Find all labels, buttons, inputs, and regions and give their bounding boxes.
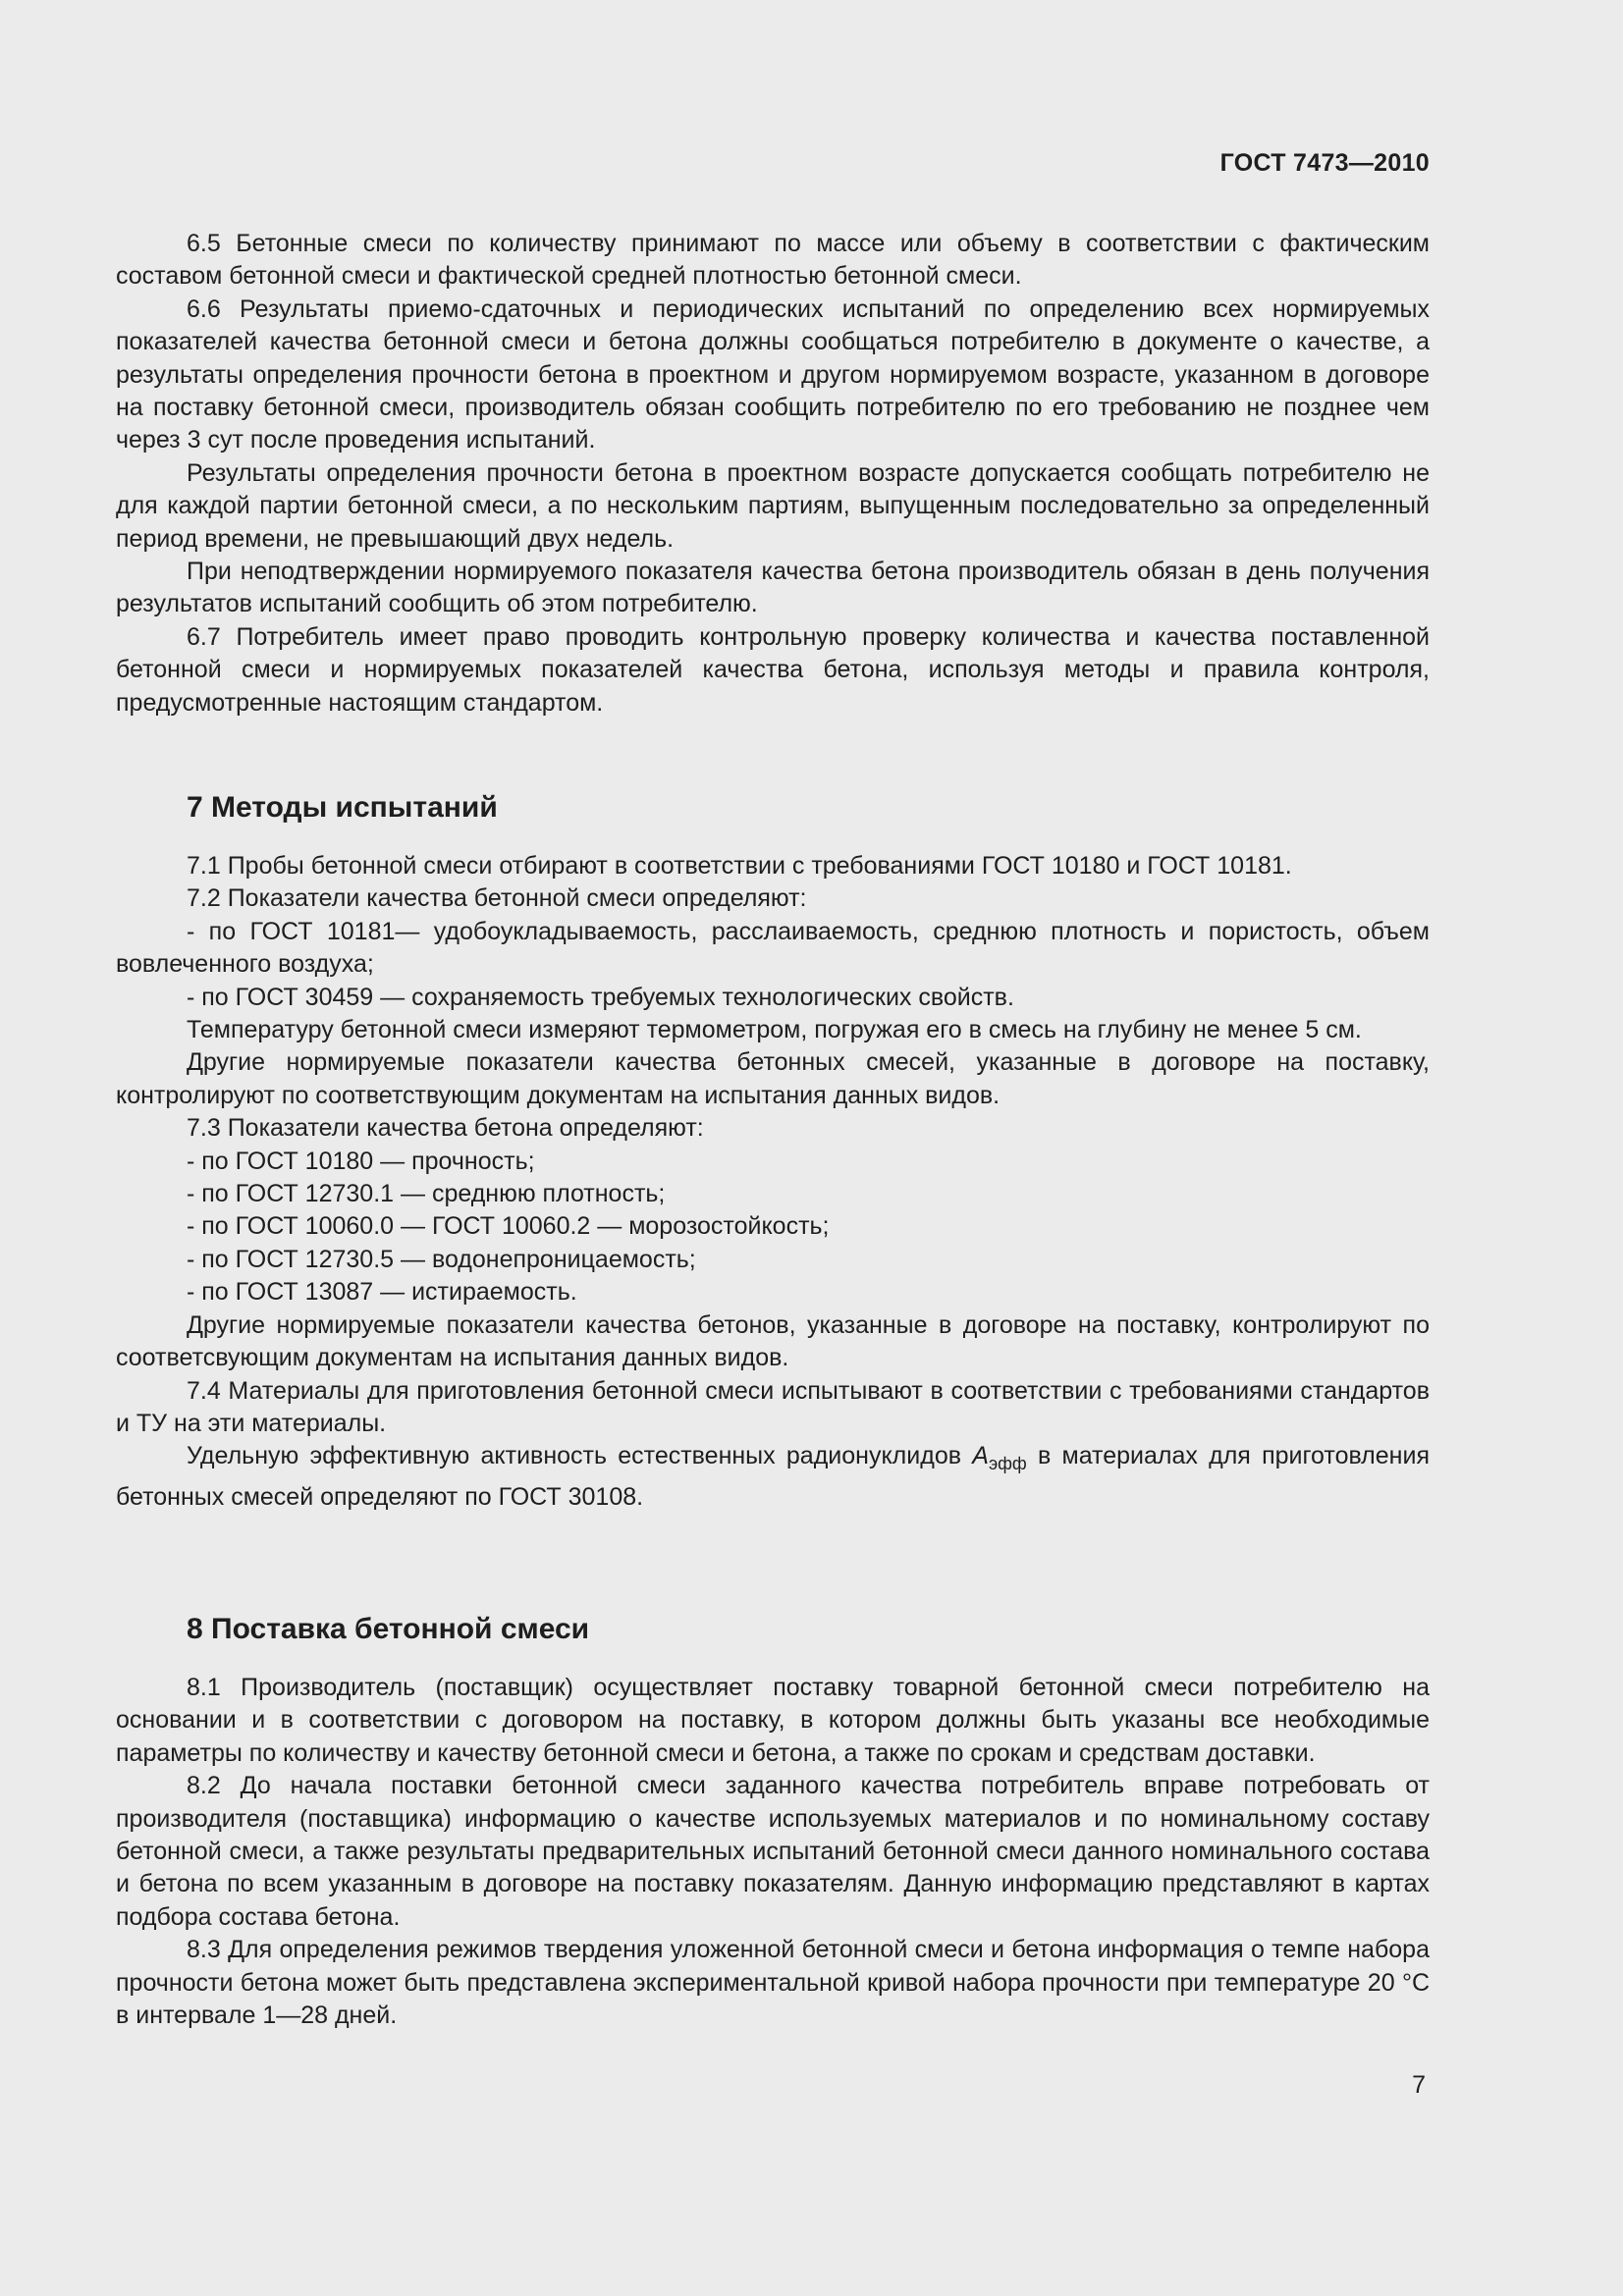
paragraph-7-1: 7.1 Пробы бетонной смеси отбирают в соответствии с требованиями ГОСТ 10180 и ГОСТ 10181. (187, 852, 1292, 880)
list-item: - по ГОСТ 10060.0 — ГОСТ 10060.2 — морозостойкость; (187, 1212, 830, 1241)
page-number: 7 (1412, 2071, 1426, 2099)
paragraph-8-1: 8.1 Производитель (поставщик) осуществляет поставку товарной бетонной смеси потребителю на основании и в соответствии с договором на поставку, в котором должны быть указаны все необходимые параметры по количеству и качеству бетонной смеси и бетона, а также по срокам и средствам доставки. (116, 1674, 1430, 1767)
document-page (116, 0, 1430, 2296)
paragraph-7-2-temperature: Температуру бетонной смеси измеряют термометром, погружая его в смесь на глубину не менее 5 см. (187, 1016, 1362, 1044)
activity-subscript: эфф (988, 1454, 1027, 1474)
paragraph-6-7: 6.7 Потребитель имеет право проводить контрольную проверку количества и качества поставленной бетонной смеси и нормируемых показателей качества бетона, используя методы и правила контроля, предусмотренные настоящим стандартом. (116, 622, 1430, 717)
list-item: - по ГОСТ 12730.5 — водонепроницаемость; (187, 1245, 696, 1273)
text-run: в материалах для приготовления бетонных смесей определяют по ГОСТ 30108. (116, 1442, 1430, 1511)
list-item: - по ГОСТ 13087 — истираемость. (187, 1278, 577, 1307)
section-7-heading: 7 Методы испытаний (187, 791, 498, 824)
paragraph-7-2-other: Другие нормируемые показатели качества бетонных смесей, указанные в договоре на поставку, контролируют по соответствующим документам на испытания данных видов. (116, 1048, 1430, 1109)
paragraph-7-4-radionuclides (116, 1440, 1430, 1514)
list-item: - по ГОСТ 30459 — сохраняемость требуемых технологических свойств. (187, 983, 1014, 1011)
paragraph-6-6-results: Результаты определения прочности бетона в проектном возрасте допускается сообщать потребителю не для каждой партии бетонной смеси, а по нескольким партиям, выпущенным последовательно за определенный период времени, не превышающий двух недель. (116, 458, 1430, 553)
paragraph-8-2: 8.2 До начала поставки бетонной смеси заданного качества потребитель вправе потребовать от производителя (поставщика) информацию о качестве используемых материалов и по номинальному составу бетонной смеси, а также результаты предварительных испытаний бетонной смеси данного номинального состава и бетона по всем указанным в договоре на поставку показателям. Данную информацию представляют в картах подбора состава бетона. (116, 1772, 1430, 1931)
section-8-heading: 8 Поставка бетонной смеси (187, 1613, 590, 1645)
paragraph-7-3-other: Другие нормируемые показатели качества бетонов, указанные в договоре на поставку, контролируют по соответсвующим документам на испытания данных видов. (116, 1310, 1430, 1372)
list-item: - по ГОСТ 10180 — прочность; (187, 1147, 535, 1175)
paragraph-6-6: 6.6 Результаты приемо-сдаточных и периодических испытаний по определению всех нормируемых показателей качества бетонной смеси и бетона должны сообщаться потребителю в документе о качестве, а результаты определения прочности бетона в проектном и другом нормируемом возрасте, указанном в договоре на поставку бетонной смеси, производитель обязан сообщить потребителю по его требованию не позднее чем через 3 сут после проведения испытаний. (116, 294, 1430, 454)
text-run: Удельную эффективную активность естественных радионуклидов (187, 1442, 973, 1470)
paragraph-8-3: 8.3 Для определения режимов твердения уложенной бетонной смеси и бетона информация о темпе набора прочности бетона может быть представлена экспериментальной кривой набора прочности при температуре 20 °С в интервале 1—28 дней. (116, 1936, 1430, 2030)
list-item: - по ГОСТ 10181— удобоукладываемость, расслаиваемость, среднюю плотность и пористость, объем вовлеченного воздуха; (116, 917, 1430, 979)
paragraph-7-3: 7.3 Показатели качества бетона определяют: (187, 1114, 704, 1143)
section-7-body (116, 850, 1430, 1514)
list-item: - по ГОСТ 12730.1 — среднюю плотность; (187, 1180, 666, 1208)
paragraph-6-5: 6.5 Бетонные смеси по количеству принимают по массе или объему в соответствии с фактическим составом бетонной смеси и фактической средней плотностью бетонной смеси. (116, 230, 1430, 291)
section-8-body (116, 1672, 1430, 2032)
section-6-continuation (116, 228, 1430, 720)
paragraph-7-2: 7.2 Показатели качества бетонной смеси определяют: (187, 884, 807, 913)
paragraph-6-6-nonconfirmation: При неподтверждении нормируемого показателя качества бетона производитель обязан в день получения результатов испытаний сообщить об этом потребителю. (116, 558, 1430, 618)
document-code: ГОСТ 7473—2010 (1219, 149, 1430, 177)
paragraph-7-4: 7.4 Материалы для приготовления бетонной смеси испытывают в соответствии с требованиями стандартов и ТУ на эти материалы. (116, 1376, 1430, 1437)
activity-symbol: A (972, 1442, 989, 1470)
